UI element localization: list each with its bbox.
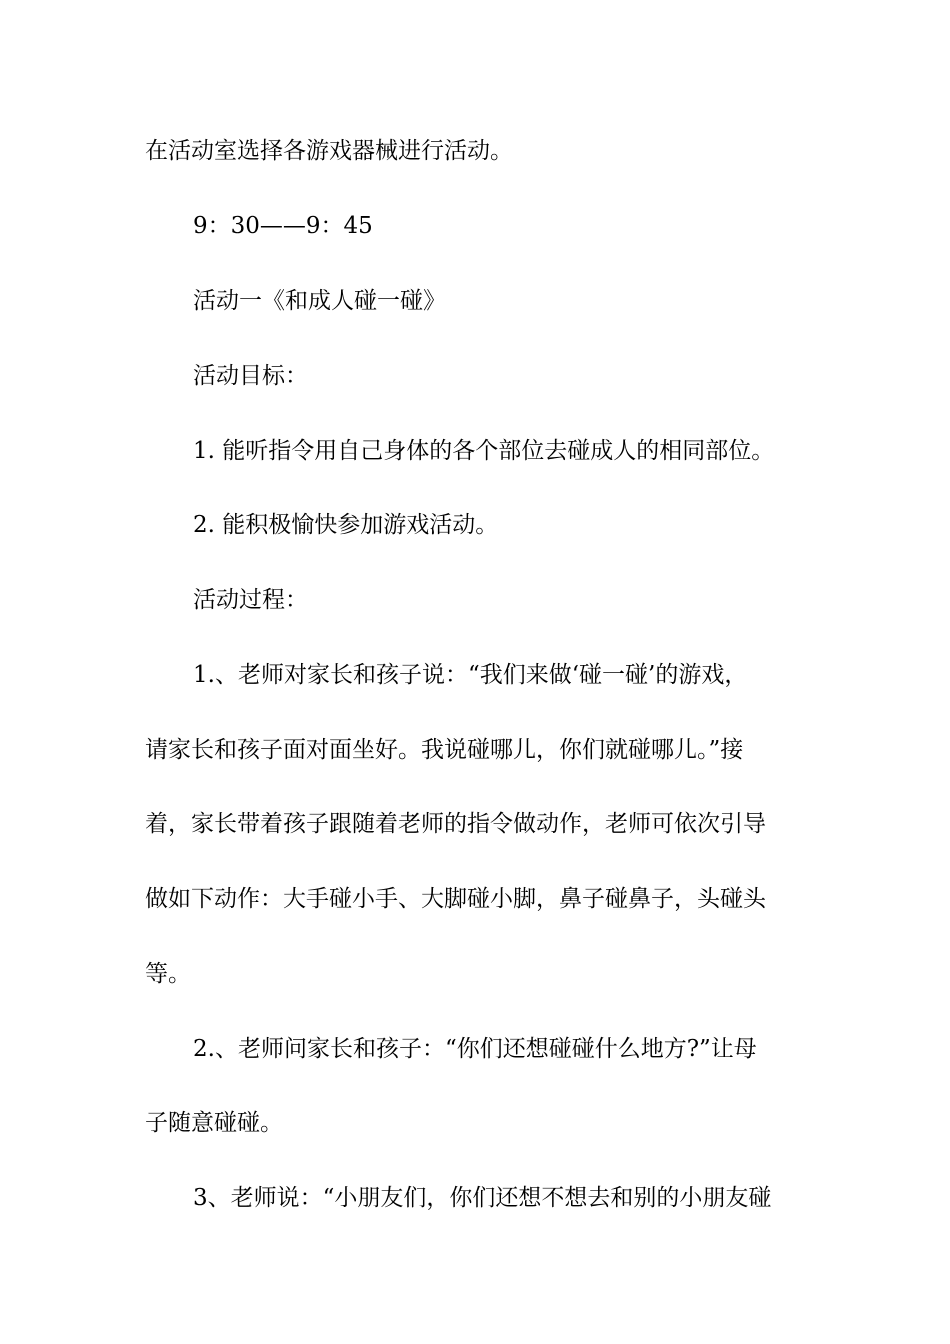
paragraph-line: 请家长和孩子面对面坐好。我说碰哪儿，你们就碰哪儿。”接 (145, 737, 744, 763)
section-heading-goals: 活动目标： (193, 363, 308, 389)
goal-item: 2. 能积极愉快参加游戏活动。 (193, 512, 499, 538)
paragraph-line: 2.、老师问家长和孩子：“你们还想碰碰什么地方?”让母 (193, 1036, 757, 1062)
paragraph-line: 子随意碰碰。 (145, 1110, 283, 1136)
section-heading-process: 活动过程： (193, 587, 308, 613)
paragraph-line: 做如下动作：大手碰小手、大脚碰小脚，鼻子碰鼻子，头碰头 (145, 886, 766, 912)
paragraph-line: 1.、老师对家长和孩子说：“我们来做‘碰一碰’的游戏， (193, 662, 748, 688)
paragraph-line: 3、老师说：“小朋友们，你们还想不想去和别的小朋友碰 (193, 1185, 772, 1211)
goal-item: 1. 能听指令用自己身体的各个部位去碰成人的相同部位。 (193, 438, 775, 464)
paragraph-line: 着，家长带着孩子跟随着老师的指令做动作，老师可依次引导 (145, 811, 766, 837)
time-range: 9：30——9：45 (193, 213, 373, 239)
activity-title: 活动一《和成人碰一碰》 (193, 288, 446, 314)
paragraph-line: 在活动室选择各游戏器械进行活动。 (145, 138, 513, 164)
paragraph-line: 等。 (145, 961, 191, 987)
